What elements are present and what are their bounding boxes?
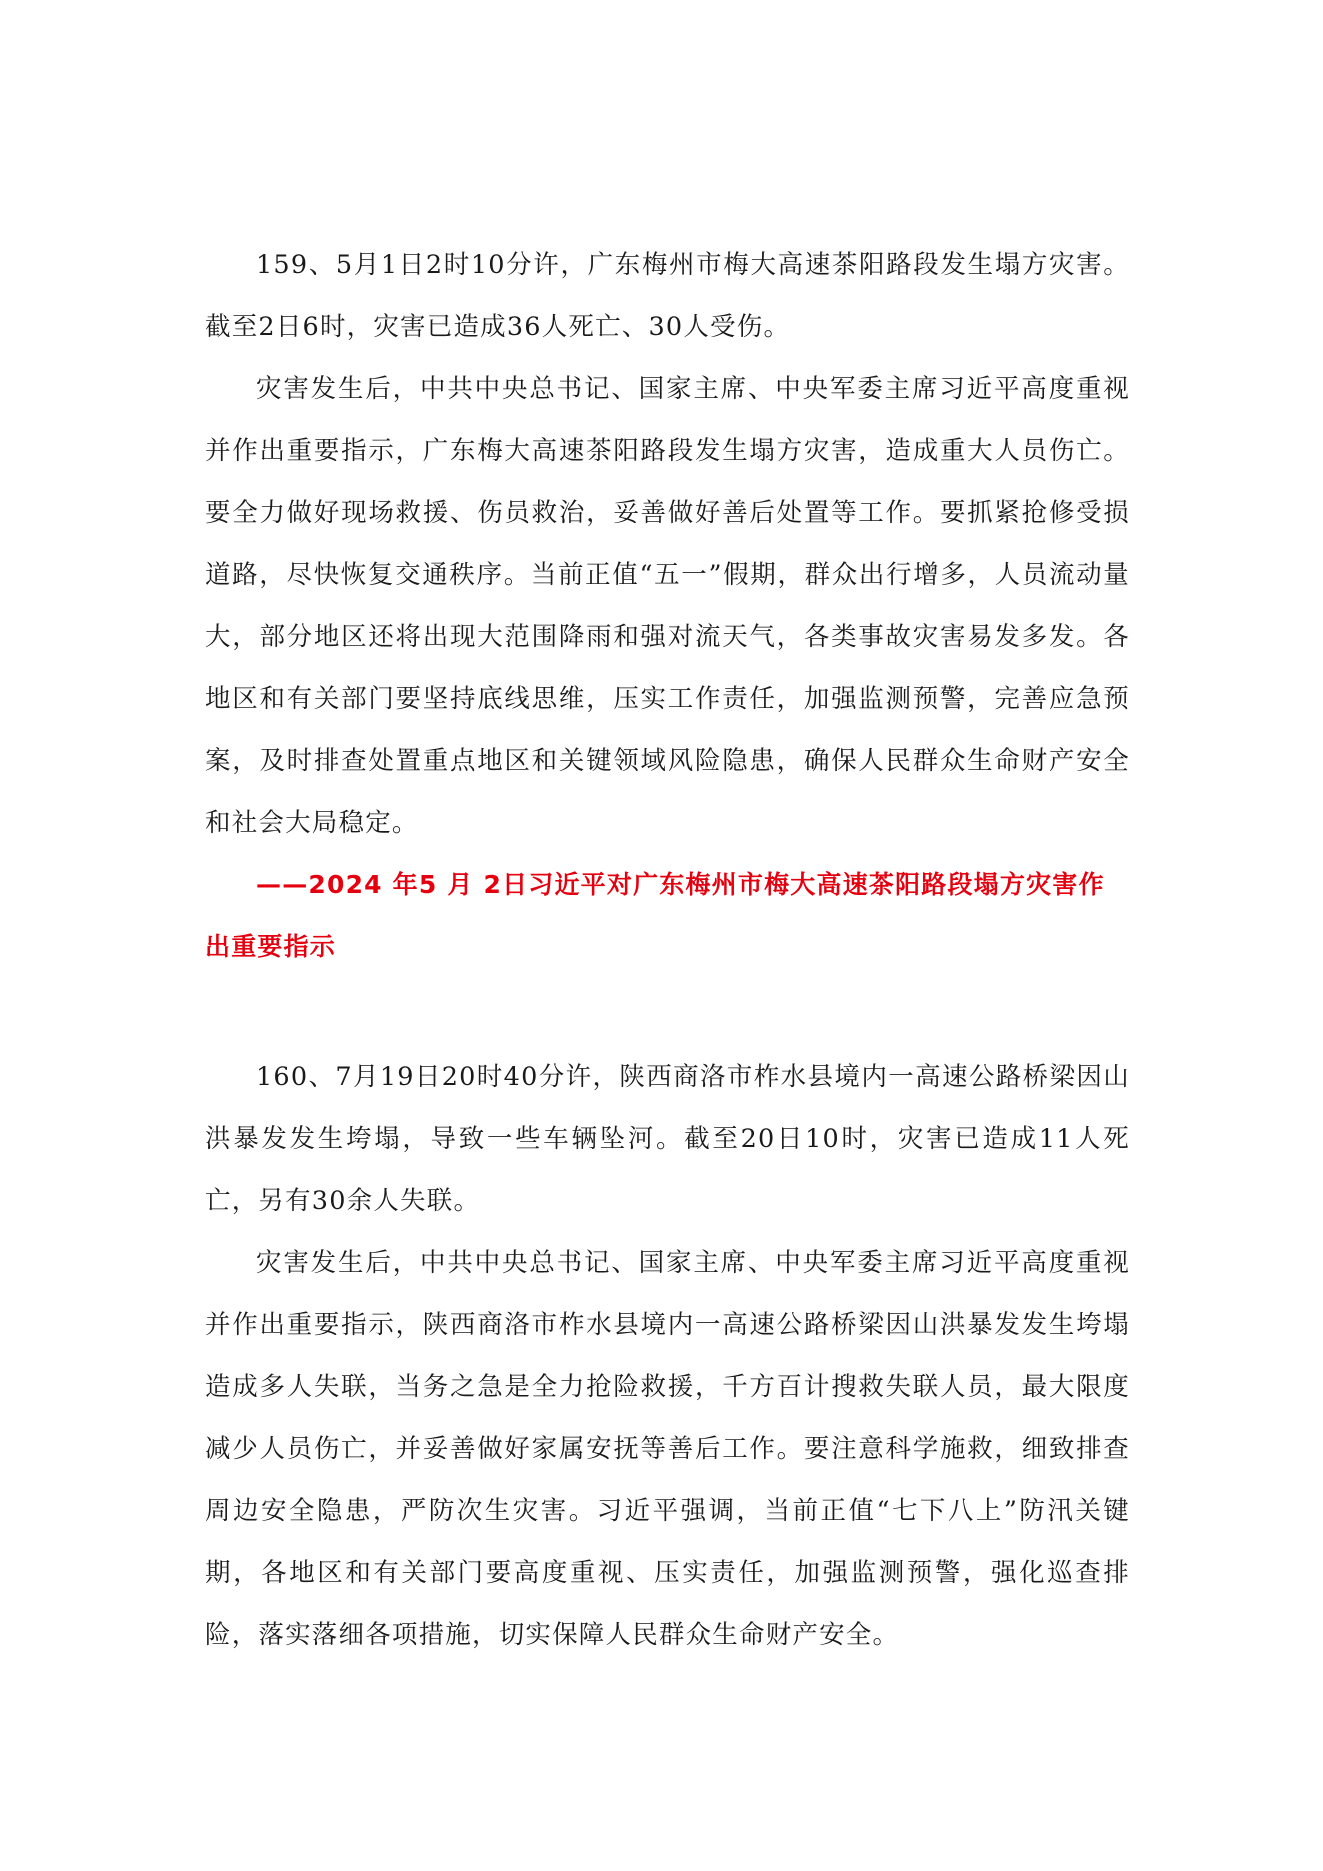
entry-159-intro: 159、5月1日2时10分许，广东梅州市梅大高速茶阳路段发生塌方灾害。截至2日6时，灾害已造成36人死亡、30人受伤。 <box>205 250 1130 342</box>
entry-159-body: 灾害发生后，中共中央总书记、国家主席、中央军委主席习近平高度重视并作出重要指示，广东梅大高速茶阳路段发生塌方灾害，造成重大人员伤亡。要全力做好现场救援、伤员救治，妥善做好善后处置等工作。要抓紧抢修受损道路，尽快恢复交通秩序。当前正值“五一”假期，群众出行增多，人员流动量大，部分地区还将出现大范围降雨和强对流天气，各类事故灾害易发多发。各地区和有关部门要坚持底线思维，压实工作责任，加强监测预警，完善应急预案，及时排查处置重点地区和关键领域风险隐患，确保人民群众生命财产安全和社会大局稳定。 <box>205 374 1130 838</box>
entry-160-body: 灾害发生后，中共中央总书记、国家主席、中央军委主席习近平高度重视并作出重要指示，陕西商洛市柞水县境内一高速公路桥梁因山洪暴发发生垮塌造成多人失联，当务之急是全力抢险救援，千方百计搜救失联人员，最大限度减少人员伤亡，并妥善做好家属安抚等善后工作。要注意科学施救，细致排查周边安全隐患，严防次生灾害。习近平强调，当前正值“七下八上”防汛关键期，各地区和有关部门要高度重视、压实责任，加强监测预警，强化巡查排险，落实落细各项措施，切实保障人民群众生命财产安全。 <box>205 1248 1130 1650</box>
entry-160-intro: 160、7月19日20时40分许，陕西商洛市柞水县境内一高速公路桥梁因山洪暴发发生垮塌，导致一些车辆坠河。截至20日10时，灾害已造成11人死亡，另有30余人失联。 <box>205 1062 1130 1216</box>
entry-159-source: ——2024 年5 月 2日习近平对广东梅州市梅大高速茶阳路段塌方灾害作出重要指示 <box>205 870 1105 961</box>
